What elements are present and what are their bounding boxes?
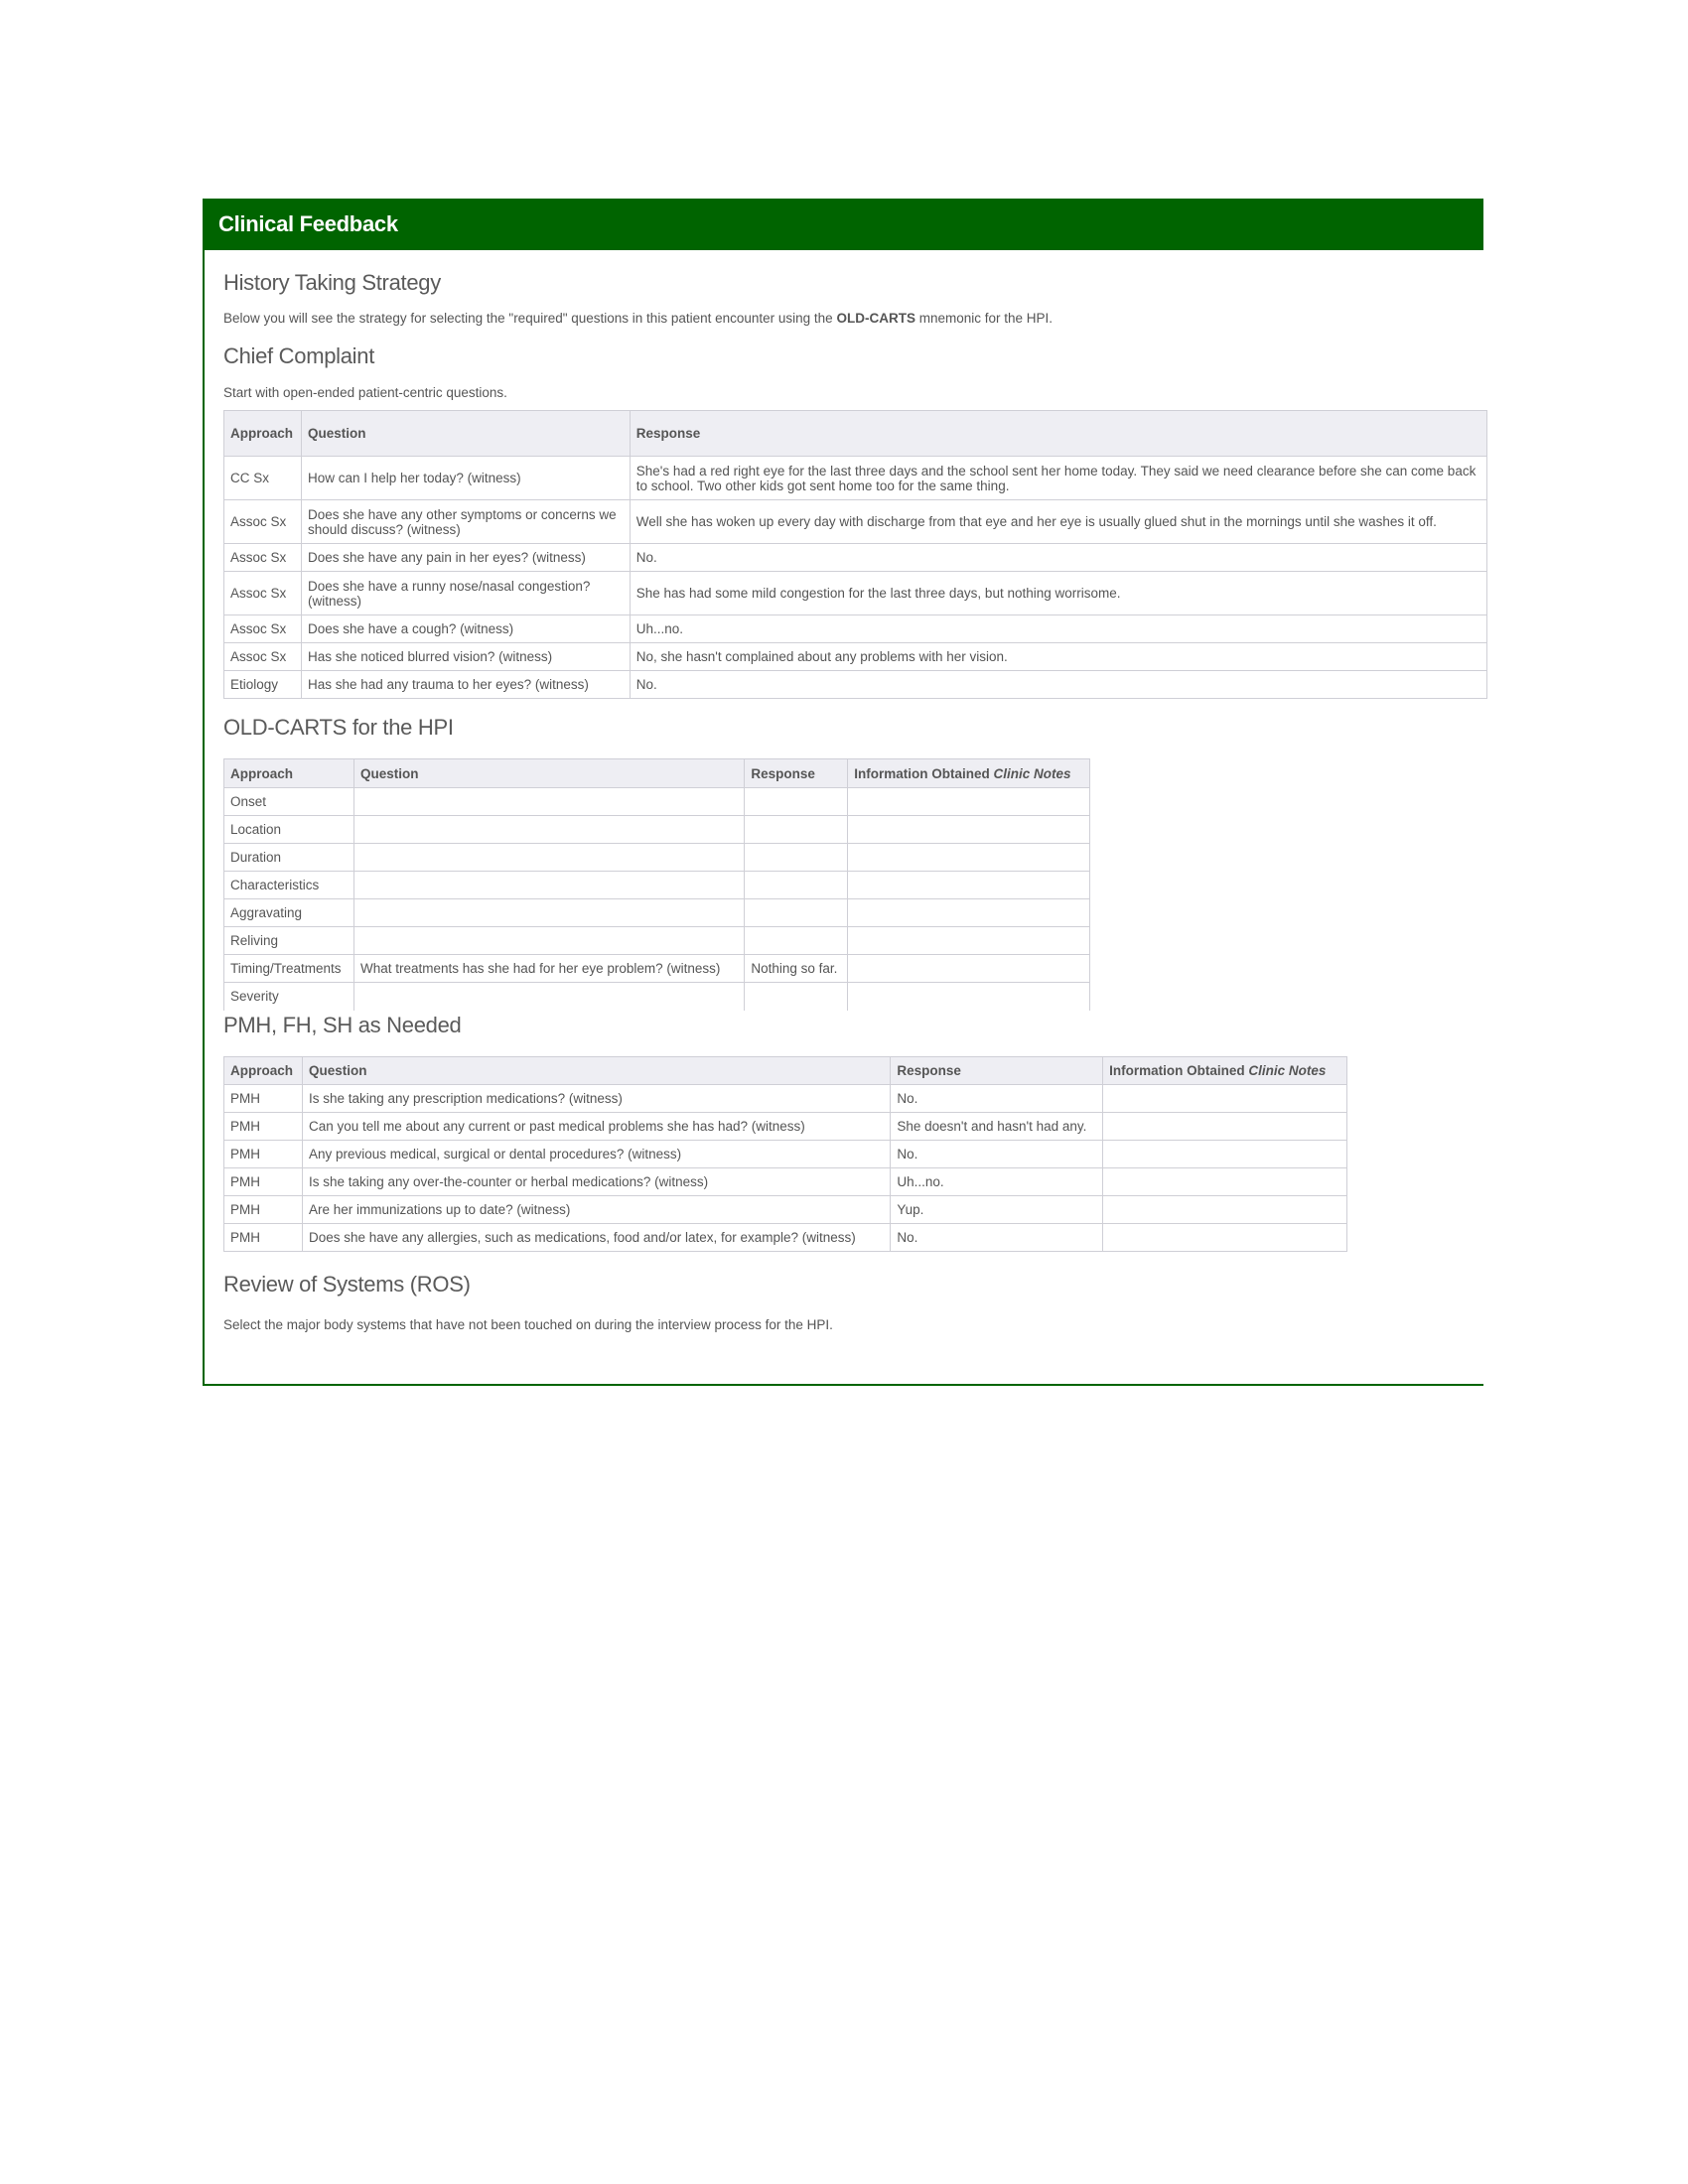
cell-info (848, 955, 1090, 983)
table-row (224, 899, 1090, 927)
cell-info (848, 899, 1090, 927)
cell-approach: Timing/Treatments (224, 955, 354, 983)
table-row (224, 500, 1487, 544)
cell-question (353, 872, 744, 899)
panel-header: Clinical Feedback (205, 199, 1483, 250)
table-row (224, 927, 1090, 955)
cell-approach: CC Sx (224, 457, 302, 500)
cell-approach: Assoc Sx (224, 500, 302, 544)
cell-response: No, she hasn't complained about any problems with her vision. (630, 643, 1486, 671)
table-row (224, 643, 1487, 671)
chief-complaint-intro: Start with open-ended patient-centric questions. (223, 385, 507, 400)
cell-response: No. (630, 544, 1486, 572)
cell-question: Are her immunizations up to date? (witness) (302, 1195, 890, 1223)
intro-text-after: mnemonic for the HPI. (914, 311, 1054, 326)
cell-approach: Location (224, 816, 354, 844)
cell-response: Well she has woken up every day with discharge from that eye and her eye is usually glued shut in the mornings until she washes it off. (630, 500, 1486, 544)
cell-approach: Characteristics (224, 872, 354, 899)
table-row (224, 1084, 1347, 1112)
table-row (224, 844, 1090, 872)
cell-response: She has had some mild congestion for the last three days, but nothing worrisome. (630, 572, 1486, 615)
cell-info (848, 844, 1090, 872)
cell-approach: PMH (224, 1112, 303, 1140)
cell-response: Uh...no. (891, 1167, 1103, 1195)
column-header-approach: Approach (224, 411, 302, 457)
old-carts-table (223, 758, 1090, 1011)
cell-question: What treatments has she had for her eye problem? (witness) (353, 955, 744, 983)
table-row (224, 788, 1090, 816)
chief-complaint-heading: Chief Complaint (223, 343, 375, 368)
column-header-response: Response (630, 411, 1486, 457)
cell-response: Yup. (891, 1195, 1103, 1223)
intro-text-before: Below you will see the strategy for selecting the "required" questions in this patient encounter using the (223, 311, 837, 326)
cell-question: Any previous medical, surgical or dental procedures? (witness) (302, 1140, 890, 1167)
cell-response (745, 983, 848, 1011)
cell-response (745, 816, 848, 844)
pmh-table (223, 1056, 1347, 1252)
ros-heading: Review of Systems (ROS) (223, 1271, 471, 1297)
cell-question (353, 788, 744, 816)
column-header-question: Question (353, 759, 744, 788)
cell-question (353, 983, 744, 1011)
old-carts-heading: OLD-CARTS for the HPI (223, 715, 454, 740)
cell-response (745, 872, 848, 899)
cell-approach: Etiology (224, 671, 302, 699)
table-row (224, 457, 1487, 500)
column-header-information (848, 759, 1090, 788)
cell-response: She doesn't and hasn't had any. (891, 1112, 1103, 1140)
cell-approach: Assoc Sx (224, 643, 302, 671)
table-header-row (224, 759, 1090, 788)
cell-question: Does she have a runny nose/nasal congestion? (witness) (301, 572, 630, 615)
cell-approach: PMH (224, 1167, 303, 1195)
history-strategy-heading: History Taking Strategy (223, 270, 441, 295)
cell-info (848, 788, 1090, 816)
cell-approach: Aggravating (224, 899, 354, 927)
cell-info (1103, 1140, 1347, 1167)
cell-info (848, 816, 1090, 844)
cell-info (1103, 1223, 1347, 1251)
cell-response (745, 788, 848, 816)
table-row (224, 1167, 1347, 1195)
cell-response: No. (891, 1223, 1103, 1251)
cell-question (353, 816, 744, 844)
ros-intro: Select the major body systems that have not been touched on during the interview process for the HPI. (223, 1316, 833, 1332)
header-info-text: Information Obtained (854, 765, 994, 781)
cell-info (1103, 1084, 1347, 1112)
cell-info (848, 872, 1090, 899)
table-header-row (224, 1056, 1347, 1084)
table-row (224, 572, 1487, 615)
cell-approach: Onset (224, 788, 354, 816)
cell-question (353, 844, 744, 872)
cell-approach: PMH (224, 1084, 303, 1112)
table-row (224, 872, 1090, 899)
cell-question: How can I help her today? (witness) (301, 457, 630, 500)
table-row (224, 1195, 1347, 1223)
header-info-italic: Clinic Notes (993, 765, 1071, 781)
cell-approach: Assoc Sx (224, 544, 302, 572)
table-row (224, 544, 1487, 572)
cell-question: Can you tell me about any current or past medical problems she has had? (witness) (302, 1112, 890, 1140)
cell-response: No. (891, 1140, 1103, 1167)
cell-question: Is she taking any prescription medications? (witness) (302, 1084, 890, 1112)
cell-response: No. (891, 1084, 1103, 1112)
column-header-approach: Approach (224, 1056, 303, 1084)
cell-approach: Severity (224, 983, 354, 1011)
table-row (224, 1112, 1347, 1140)
table-row (224, 615, 1487, 643)
cell-info (1103, 1195, 1347, 1223)
column-header-response: Response (891, 1056, 1103, 1084)
column-header-information (1103, 1056, 1347, 1084)
history-strategy-intro (223, 311, 1483, 326)
cell-question: Has she had any trauma to her eyes? (witness) (301, 671, 630, 699)
table-row (224, 983, 1090, 1011)
column-header-approach: Approach (224, 759, 354, 788)
table-row (224, 1140, 1347, 1167)
cell-question: Does she have any allergies, such as medications, food and/or latex, for example? (witness) (302, 1223, 890, 1251)
cell-response: Uh...no. (630, 615, 1486, 643)
cell-response: She's had a red right eye for the last three days and the school sent her home today. They said we need clearance before she can come back to school. Two other kids got sent home too for the same thing. (630, 457, 1486, 500)
table-row (224, 671, 1487, 699)
cell-question: Is she taking any over-the-counter or herbal medications? (witness) (302, 1167, 890, 1195)
table-row (224, 955, 1090, 983)
clinical-feedback-panel (203, 199, 1483, 1386)
cell-response: No. (630, 671, 1486, 699)
table-row (224, 1223, 1347, 1251)
cell-info (1103, 1167, 1347, 1195)
column-header-response: Response (745, 759, 848, 788)
cell-question: Does she have any pain in her eyes? (witness) (301, 544, 630, 572)
header-info-italic: Clinic Notes (1248, 1062, 1327, 1078)
cell-info (1103, 1112, 1347, 1140)
cell-info (848, 983, 1090, 1011)
cell-approach: PMH (224, 1223, 303, 1251)
cell-approach: PMH (224, 1140, 303, 1167)
chief-complaint-table (223, 410, 1487, 699)
pmh-heading: PMH, FH, SH as Needed (223, 1012, 462, 1037)
cell-approach: Assoc Sx (224, 615, 302, 643)
cell-response (745, 899, 848, 927)
cell-approach: Assoc Sx (224, 572, 302, 615)
table-header-row (224, 411, 1487, 457)
cell-approach: Reliving (224, 927, 354, 955)
cell-question: Has she noticed blurred vision? (witness) (301, 643, 630, 671)
panel-content (205, 270, 1483, 1332)
intro-text-bold: OLD-CARTS (836, 311, 915, 326)
cell-question (353, 927, 744, 955)
cell-question: Does she have a cough? (witness) (301, 615, 630, 643)
cell-approach: PMH (224, 1195, 303, 1223)
cell-question: Does she have any other symptoms or concerns we should discuss? (witness) (301, 500, 630, 544)
cell-approach: Duration (224, 844, 354, 872)
cell-response (745, 927, 848, 955)
column-header-question: Question (302, 1056, 890, 1084)
cell-response (745, 844, 848, 872)
cell-info (848, 927, 1090, 955)
column-header-question: Question (301, 411, 630, 457)
header-info-text: Information Obtained (1109, 1062, 1249, 1078)
cell-response: Nothing so far. (745, 955, 848, 983)
cell-question (353, 899, 744, 927)
table-row (224, 816, 1090, 844)
